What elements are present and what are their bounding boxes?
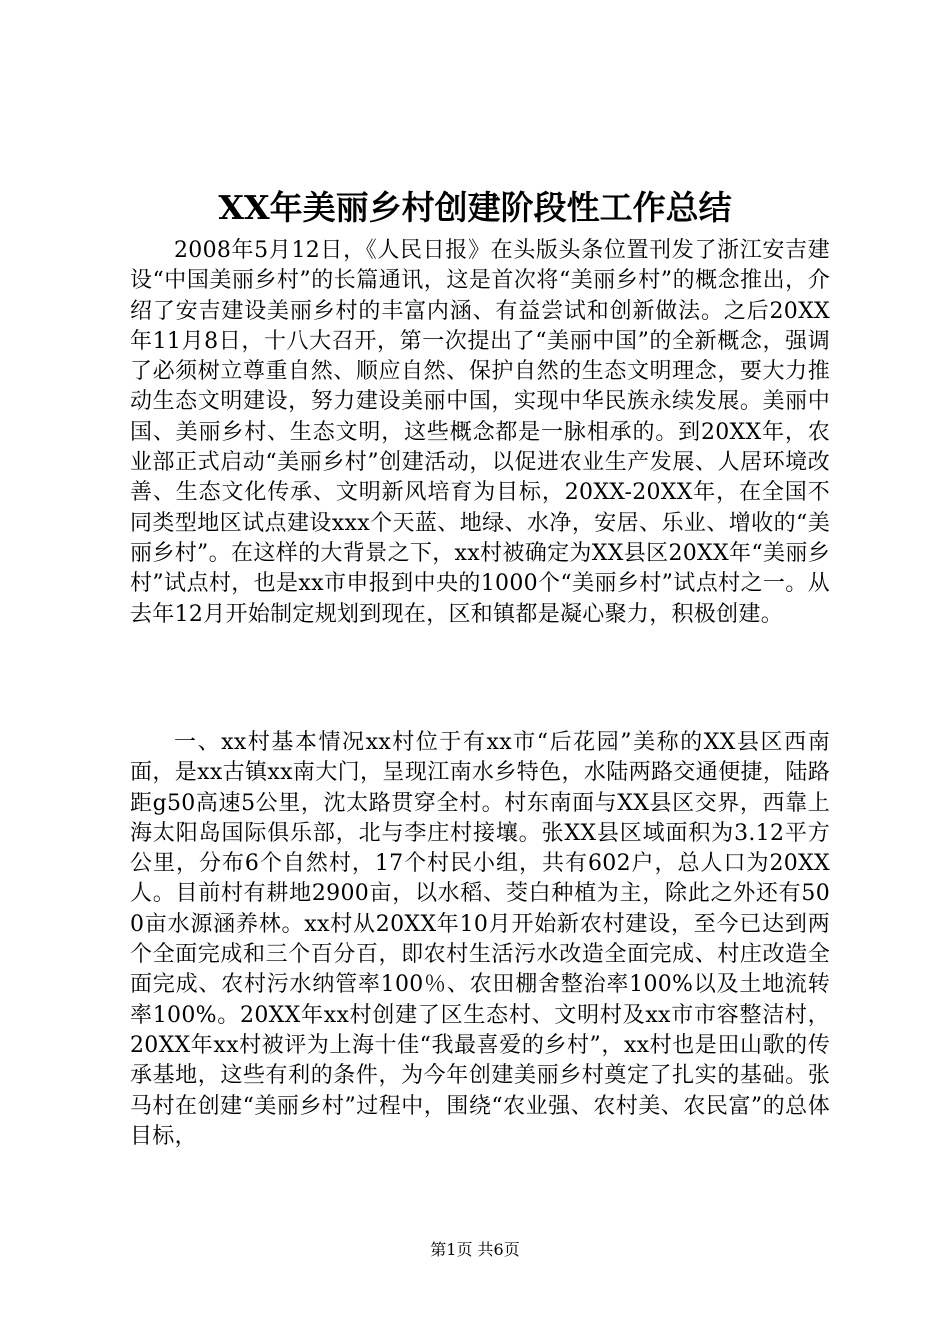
- paragraph-village-overview: 一、xx村基本情况xx村位于有xx市“后花园”美称的XX县区西南面，是xx古镇xx南大门，呈现江南水乡特色，水陆两路交通便捷，陆路距g50高速5公里，沈太路贯穿全村。村东南面与XX县区交界，西靠上海太阳岛国际俱乐部，北与李庄村接壤。张XX县区域面积为3.12平方公里，分布6个自然村，17个村民小组，共有602户，总人口为20XX人。目前村有耕地2900亩，以水稻、茭白种植为主，除此之外还有500亩水源涵养林。xx村从20XX年10月开始新农村建设，至今已达到两个全面完成和三个百分百，即农村生活污水改造全面完成、村庄改造全面完成、农村污水纳管率100％、农田棚舍整治率100%以及土地流转率100%。20XX年xx村创建了区生态村、文明村及xx市市容整洁村，20XX年xx村被评为上海十佳“我最喜爱的乡村”，xx村也是田山歌的传承基地，这些有利的条件，为今年创建美丽乡村奠定了扎实的基础。张马村在创建“美丽乡村”过程中，围绕“农业强、农村美、农民富”的总体目标，: [130, 730, 830, 1149]
- document-title: XX年美丽乡村创建阶段性工作总结: [218, 188, 732, 227]
- paragraph-intro: 2008年5月12日，《人民日报》在头版头条位置刊发了浙江安吉建设“中国美丽乡村”的长篇通讯，这是首次将“美丽乡村”的概念推出，介绍了安吉建设美丽乡村的丰富内涵、有益尝试和创新做法。之后20XX年11月8日，十八大召开，第一次提出了“美丽中国”的全新概念，强调了必须树立尊重自然、顺应自然、保护自然的生态文明理念，要大力推动生态文明建设，努力建设美丽中国，实现中华民族永续发展。美丽中国、美丽乡村、生态文明，这些概念都是一脉相承的。到20XX年，农业部正式启动“美丽乡村”创建活动，以促进农业生产发展、人居环境改善、生态文化传承、文明新风培育为目标，20XX-20XX年，在全国不同类型地区试点建设xxx个天蓝、地绿、水净，安居、乐业、增收的“美丽乡村”。在这样的大背景之下，xx村被确定为XX县区20XX年“美丽乡村”试点村，也是xx市申报到中央的1000个“美丽乡村”试点村之一。从去年12月开始制定规划到现在，区和镇都是凝心聚力，积极创建。: [130, 238, 830, 627]
- page-number-footer: 第1页 共6页: [430, 1240, 520, 1259]
